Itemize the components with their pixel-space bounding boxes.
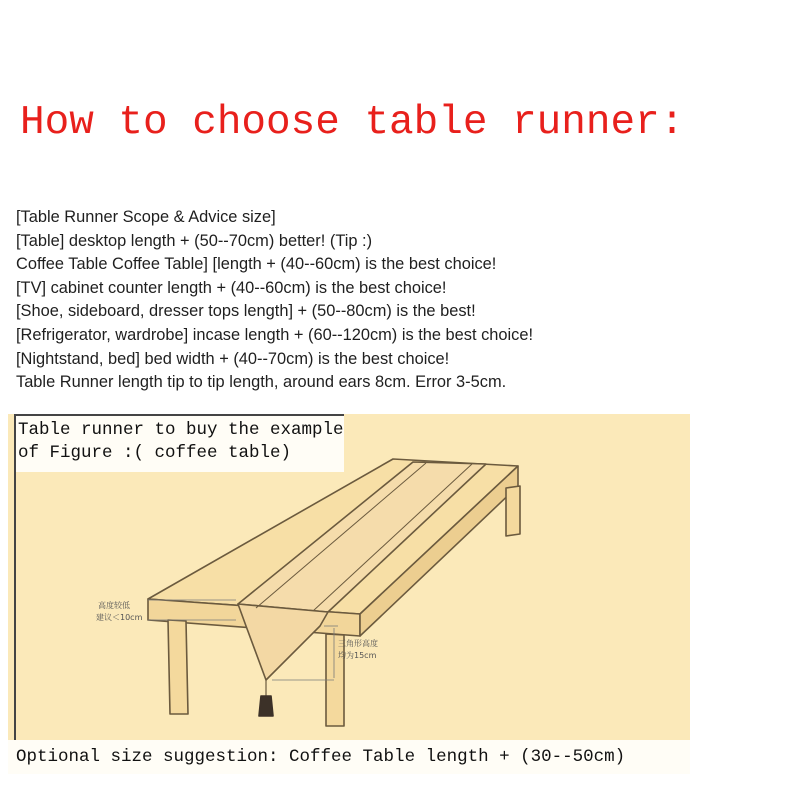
- figure-caption: [16, 416, 344, 472]
- figure-caption-line: Table runner to buy the example: [18, 420, 344, 440]
- advice-line: [Table] desktop length + (50--70cm) better! (Tip :): [16, 231, 373, 250]
- annotation-tip-size: 均为15cm: [338, 651, 377, 660]
- advice-line: [Refrigerator, wardrobe] incase length + (60--120cm) is the best choice!: [16, 325, 534, 344]
- table-leg: [168, 620, 188, 714]
- table-runner-drop: [238, 604, 328, 680]
- page-title: How to choose table runner:: [20, 100, 685, 146]
- figure-caption-line: of Figure :( coffee table): [18, 443, 292, 463]
- coffee-table-figure: [8, 414, 690, 774]
- advice-line: [Shoe, sideboard, dresser tops length] + (50--80cm) is the best!: [16, 302, 476, 321]
- advice-line: [Nightstand, bed] bed width + (40--70cm) is the best choice!: [16, 349, 450, 368]
- tassel: [259, 696, 273, 716]
- annotation-drop-advice: 建议＜10cm: [96, 613, 143, 622]
- advice-line: [TV] cabinet counter length + (40--60cm) is the best choice!: [16, 278, 447, 297]
- advice-line: Table Runner length tip to tip length, around ears 8cm. Error 3-5cm.: [16, 373, 507, 392]
- size-suggestion-text: Optional size suggestion: Coffee Table length + (30--50cm): [16, 747, 626, 767]
- annotation-tip-height: 三角形高度: [338, 639, 378, 648]
- size-suggestion-strip: [8, 740, 690, 774]
- advice-line: Coffee Table Coffee Table] [length + (40--60cm) is the best choice!: [16, 255, 497, 274]
- annotation-drop-height: 高度较低: [98, 601, 130, 610]
- table-leg: [506, 486, 520, 536]
- advice-line: [Table Runner Scope & Advice size]: [16, 208, 276, 226]
- advice-list: [16, 206, 786, 395]
